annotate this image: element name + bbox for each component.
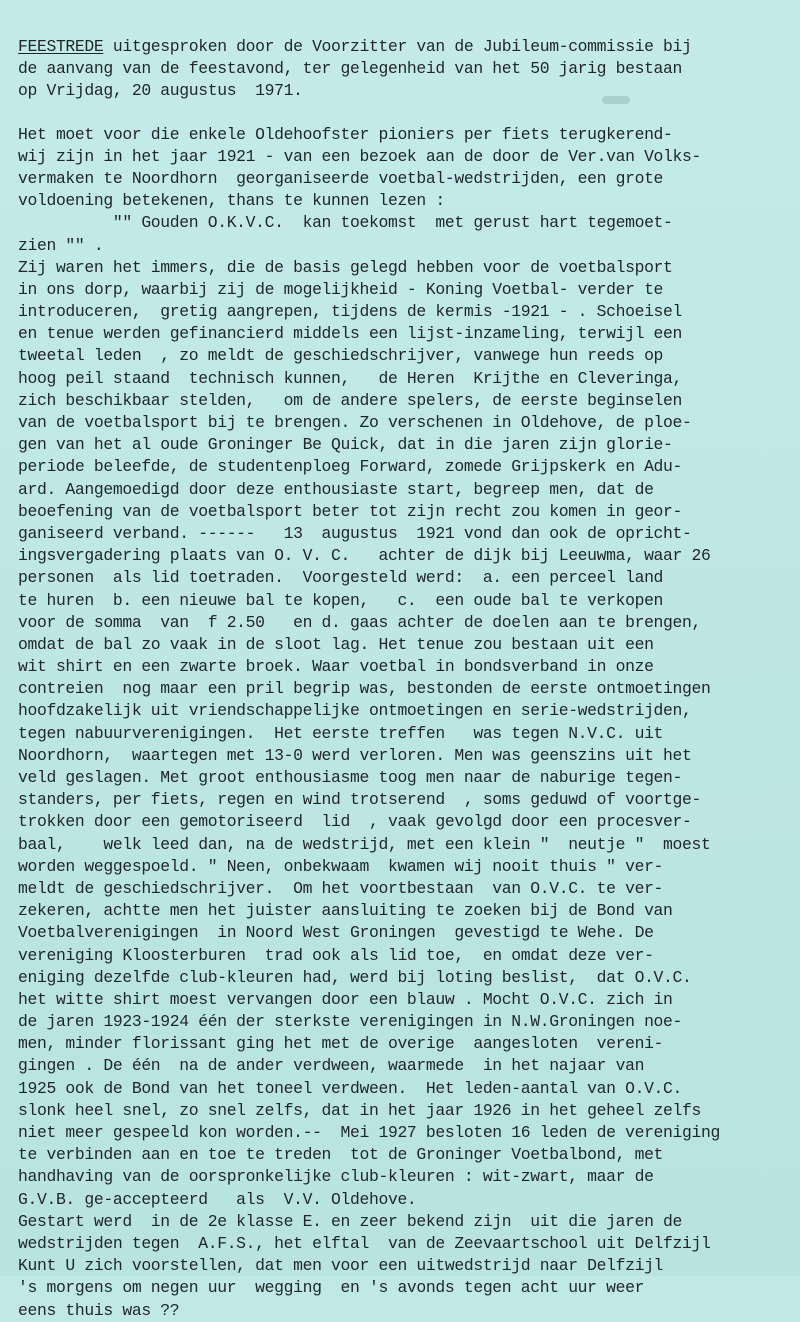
body-line: Gestart werd in de 2e klasse E. en zeer bekend zijn uit die jaren de <box>18 1211 683 1231</box>
body-line: Voetbalverenigingen in Noord West Groningen gevestigd te Wehe. De <box>18 923 654 943</box>
body-line: introduceren, gretig aangrepen, tijdens de kermis -1921 - . Schoeisel <box>18 302 683 322</box>
body-line: het witte shirt moest vervangen door een blauw . Mocht O.V.C. zich in <box>18 989 673 1009</box>
body-line: trokken door een gemotoriseerd lid , vaak gevolgd door een procesver- <box>18 812 692 832</box>
body-line: te verbinden aan en toe te treden tot de Groninger Voetbalbond, met <box>18 1145 664 1165</box>
body-line: ard. Aangemoedigd door deze enthousiaste start, begreep men, dat de <box>18 479 654 499</box>
header-line <box>18 58 788 80</box>
body-line: van de voetbalsport bij te brengen. Zo verschenen in Oldehove, de ploe- <box>18 413 692 432</box>
body-line: te huren b. een nieuwe bal te kopen, c. een oude bal te verkopen <box>18 590 664 610</box>
body-line: eens thuis was ?? <box>18 1300 180 1320</box>
body-line: gen van het al oude Groninger Be Quick, dat in die jaren zijn glorie- <box>18 435 673 455</box>
body-line: voor de somma van f 2.50 en d. gaas achter de doelen aan te brengen, <box>18 612 701 632</box>
body-line: en tenue werden gefinancierd middels een lijst-inzameling, terwijl een <box>18 324 683 344</box>
body-line: voldoening betekenen, thans te kunnen lezen : <box>18 191 445 211</box>
header-lead-word: FEESTREDE <box>18 37 104 56</box>
body-line: eniging dezelfde club-kleuren had, werd bij loting beslist, dat O.V.C. <box>18 967 692 987</box>
body-line: baal, welk leed dan, na de wedstrijd, met een klein " neutje " moest <box>18 834 711 854</box>
body-line: men, minder florissant ging het met de overige aangesloten vereni- <box>18 1034 664 1054</box>
body-line: beoefening van de voetbalsport beter tot zijn recht zou komen in geor- <box>18 501 683 521</box>
body-line: Zij waren het immers, die de basis gelegd hebben voor de voetbalsport <box>18 257 673 277</box>
body-line: niet meer gespeeld kon worden.-- Mei 1927 besloten 16 leden de vereniging <box>18 1123 720 1142</box>
body-line: meldt de geschiedschrijver. Om het voortbestaan van O.V.C. te ver- <box>18 878 664 898</box>
body-line: hoofdzakelijk uit vriendschappelijke ontmoetingen en serie-wedstrijden, <box>18 701 692 721</box>
body-line: tegen nabuurverenigingen. Het eerste treffen was tegen N.V.C. uit <box>18 723 664 743</box>
body-line: G.V.B. ge-accepteerd als V.V. Oldehove. <box>18 1189 417 1209</box>
body-line: 's morgens om negen uur wegging en 's avonds tegen acht uur weer <box>18 1278 645 1298</box>
body-line: periode beleefde, de studentenploeg Forward, zomede Grijpskerk en Adu- <box>18 457 683 477</box>
body-line: in ons dorp, waarbij zij de mogelijkheid - Koning Voetbal- verder te <box>18 279 664 299</box>
speech-header <box>18 36 788 103</box>
body-line: ganiseerd verband. ------ 13 augustus 1921 vond dan ook de opricht- <box>18 523 692 543</box>
body-line: veld geslagen. Met groot enthousiasme toog men naar de naburige tegen- <box>18 768 683 787</box>
body-line: worden weggespoeld. " Neen, onbekwaam kwamen wij nooit thuis " ver- <box>18 856 664 876</box>
body-line: hoog peil staand technisch kunnen, de Heren Krijthe en Cleveringa, <box>18 368 683 388</box>
body-line: tweetal leden , zo meldt de geschiedschrijver, vanwege hun reeds op <box>18 346 664 366</box>
body-line: wij zijn in het jaar 1921 - van een bezoek aan de door de Ver.van Volks- <box>18 146 701 166</box>
body-line: Noordhorn, waartegen met 13-0 werd verloren. Men was geenszins uit het <box>18 745 692 765</box>
body-line: ingsvergadering plaats van O. V. C. achter de dijk bij Leeuwma, waar 26 <box>18 546 711 566</box>
typewritten-text <box>18 36 788 1322</box>
body-line: vereniging Kloosterburen trad ook als lid toe, en omdat deze ver- <box>18 945 654 965</box>
body-line: wit shirt en een zwarte broek. Waar voetbal in bondsverband in onze <box>18 657 654 677</box>
body-line: 1925 ook de Bond van het toneel verdween. Het leden-aantal van O.V.C. <box>18 1078 683 1098</box>
body-line: de jaren 1923-1924 één der sterkste verenigingen in N.W.Groningen noe- <box>18 1012 683 1032</box>
paragraph-gap <box>18 103 788 124</box>
body-line: standers, per fiets, regen en wind trotserend , soms geduwd of voortge- <box>18 790 701 810</box>
body-line: zich beschikbaar stelden, om de andere spelers, de eerste beginselen <box>18 390 683 410</box>
body-line: vermaken te Noordhorn georganiseerde voetbal-wedstrijden, een grote <box>18 168 664 188</box>
body-line: wedstrijden tegen A.F.S., het elftal van de Zeevaartschool uit Delfzijl <box>18 1233 711 1253</box>
body-line: zekeren, achtte men het juister aansluiting te zoeken bij de Bond van <box>18 901 673 921</box>
body-line: zien "" . <box>18 235 104 255</box>
header-line <box>18 36 788 58</box>
body-line: "" Gouden O.K.V.C. kan toekomst met gerust hart tegemoet- <box>18 213 673 233</box>
header-line-text: de aanvang van de feestavond, ter gelegenheid van het 50 jarig bestaan <box>18 59 683 79</box>
body-line: gingen . De één na de ander verdween, waarmede in het najaar van <box>18 1056 645 1076</box>
header-line-text: op Vrijdag, 20 augustus 1971. <box>18 81 303 101</box>
speech-body <box>18 124 788 1322</box>
body-line: Kunt U zich voorstellen, dat men voor een uitwedstrijd naar Delfzijl <box>18 1256 664 1276</box>
body-line: omdat de bal zo vaak in de sloot lag. Het tenue zou bestaan uit een <box>18 634 654 654</box>
body-line: handhaving van de oorspronkelijke club-kleuren : wit-zwart, maar de <box>18 1167 654 1187</box>
body-line: Het moet voor die enkele Oldehoofster pioniers per fiets terugkerend- <box>18 124 673 144</box>
body-line: personen als lid toetraden. Voorgesteld werd: a. een perceel land <box>18 568 664 588</box>
header-line-text: uitgesproken door de Voorzitter van de Jubileum-commissie bij <box>103 37 692 56</box>
body-line: contreien nog maar een pril begrip was, bestonden de eerste ontmoetingen <box>18 679 711 699</box>
body-line: slonk heel snel, zo snel zelfs, dat in het jaar 1926 in het geheel zelfs <box>18 1100 701 1120</box>
header-line <box>18 80 788 102</box>
